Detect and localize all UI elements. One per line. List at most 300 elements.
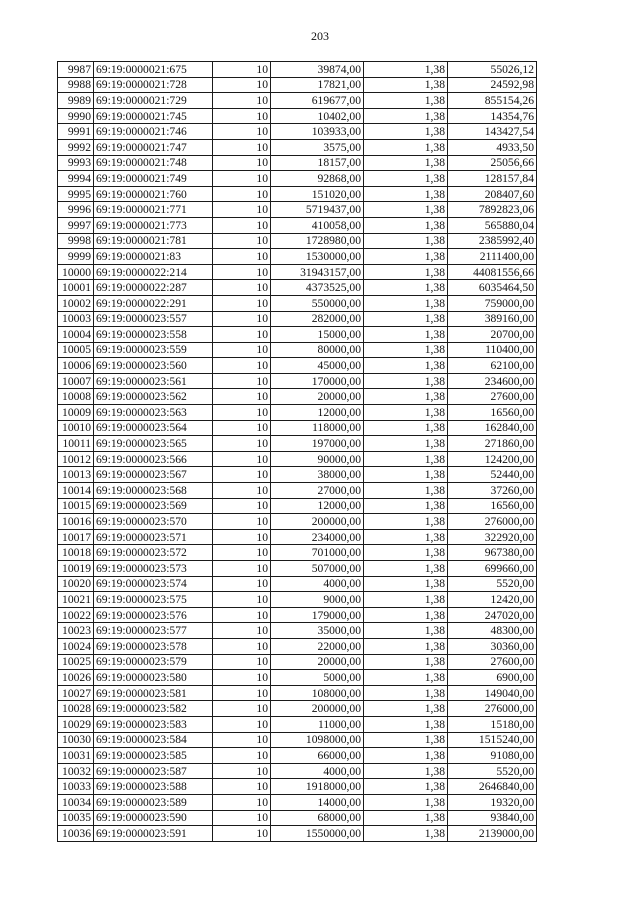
table-row (58, 202, 537, 218)
rate-value: 1,38 (364, 249, 448, 265)
row-number: 9996 (58, 202, 94, 218)
cadastral-number: 69:19:0000023:569 (94, 498, 213, 514)
row-number: 10011 (58, 436, 94, 452)
rate-value: 1,38 (364, 155, 448, 171)
rate-value: 1,38 (364, 810, 448, 826)
row-number: 10018 (58, 545, 94, 561)
segment-code: 10 (213, 483, 271, 499)
table-row (58, 171, 537, 187)
segment-code: 10 (213, 280, 271, 296)
segment-code: 10 (213, 592, 271, 608)
area-value: 17821,00 (271, 77, 364, 93)
table-row (58, 763, 537, 779)
row-number: 10021 (58, 592, 94, 608)
table-row (58, 467, 537, 483)
cadastral-value-table (57, 61, 537, 842)
row-number: 10000 (58, 264, 94, 280)
area-value: 4000,00 (271, 576, 364, 592)
total-value: 110400,00 (448, 342, 537, 358)
rate-value: 1,38 (364, 779, 448, 795)
cadastral-number: 69:19:0000023:559 (94, 342, 213, 358)
area-value: 550000,00 (271, 295, 364, 311)
row-number: 9987 (58, 62, 94, 78)
segment-code: 10 (213, 498, 271, 514)
segment-code: 10 (213, 311, 271, 327)
segment-code: 10 (213, 62, 271, 78)
row-number: 10010 (58, 420, 94, 436)
row-number: 10030 (58, 732, 94, 748)
total-value: 7892823,06 (448, 202, 537, 218)
rate-value: 1,38 (364, 607, 448, 623)
total-value: 276000,00 (448, 514, 537, 530)
cadastral-number: 69:19:0000023:582 (94, 701, 213, 717)
row-number: 10007 (58, 373, 94, 389)
total-value: 234600,00 (448, 373, 537, 389)
segment-code: 10 (213, 779, 271, 795)
rate-value: 1,38 (364, 62, 448, 78)
row-number: 10004 (58, 327, 94, 343)
row-number: 10002 (58, 295, 94, 311)
rate-value: 1,38 (364, 420, 448, 436)
table-row (58, 748, 537, 764)
rate-value: 1,38 (364, 623, 448, 639)
table-row (58, 311, 537, 327)
segment-code: 10 (213, 93, 271, 109)
table-row (58, 124, 537, 140)
rate-value: 1,38 (364, 638, 448, 654)
segment-code: 10 (213, 701, 271, 717)
total-value: 37260,00 (448, 483, 537, 499)
rate-value: 1,38 (364, 451, 448, 467)
rate-value: 1,38 (364, 716, 448, 732)
rate-value: 1,38 (364, 358, 448, 374)
table-row (58, 638, 537, 654)
cadastral-number: 69:19:0000021:760 (94, 186, 213, 202)
cadastral-number: 69:19:0000021:781 (94, 233, 213, 249)
cadastral-number: 69:19:0000023:573 (94, 561, 213, 577)
segment-code: 10 (213, 748, 271, 764)
cadastral-number: 69:19:0000023:564 (94, 420, 213, 436)
rate-value: 1,38 (364, 202, 448, 218)
table-row (58, 701, 537, 717)
row-number: 10008 (58, 389, 94, 405)
cadastral-number: 69:19:0000021:747 (94, 139, 213, 155)
cadastral-number: 69:19:0000022:287 (94, 280, 213, 296)
segment-code: 10 (213, 373, 271, 389)
rate-value: 1,38 (364, 545, 448, 561)
area-value: 12000,00 (271, 405, 364, 421)
total-value: 6035464,50 (448, 280, 537, 296)
row-number: 10025 (58, 654, 94, 670)
area-value: 5719437,00 (271, 202, 364, 218)
row-number: 9991 (58, 124, 94, 140)
segment-code: 10 (213, 327, 271, 343)
segment-code: 10 (213, 264, 271, 280)
segment-code: 10 (213, 638, 271, 654)
row-number: 9994 (58, 171, 94, 187)
rate-value: 1,38 (364, 280, 448, 296)
table-row (58, 623, 537, 639)
row-number: 10023 (58, 623, 94, 639)
row-number: 10012 (58, 451, 94, 467)
rate-value: 1,38 (364, 576, 448, 592)
segment-code: 10 (213, 685, 271, 701)
area-value: 18157,00 (271, 155, 364, 171)
table-row (58, 451, 537, 467)
table-row (58, 436, 537, 452)
area-value: 200000,00 (271, 514, 364, 530)
cadastral-number: 69:19:0000023:588 (94, 779, 213, 795)
table-row (58, 592, 537, 608)
cadastral-number: 69:19:0000023:581 (94, 685, 213, 701)
area-value: 619677,00 (271, 93, 364, 109)
row-number: 9989 (58, 93, 94, 109)
row-number: 10006 (58, 358, 94, 374)
rate-value: 1,38 (364, 171, 448, 187)
total-value: 14354,76 (448, 108, 537, 124)
total-value: 2646840,00 (448, 779, 537, 795)
table-row (58, 327, 537, 343)
total-value: 48300,00 (448, 623, 537, 639)
rate-value: 1,38 (364, 826, 448, 842)
table-row (58, 249, 537, 265)
table-row (58, 139, 537, 155)
row-number: 10035 (58, 810, 94, 826)
area-value: 507000,00 (271, 561, 364, 577)
segment-code: 10 (213, 623, 271, 639)
segment-code: 10 (213, 467, 271, 483)
cadastral-number: 69:19:0000023:558 (94, 327, 213, 343)
area-value: 170000,00 (271, 373, 364, 389)
segment-code: 10 (213, 607, 271, 623)
cadastral-number: 69:19:0000023:570 (94, 514, 213, 530)
rate-value: 1,38 (364, 498, 448, 514)
total-value: 55026,12 (448, 62, 537, 78)
segment-code: 10 (213, 670, 271, 686)
total-value: 2111400,00 (448, 249, 537, 265)
row-number: 10009 (58, 405, 94, 421)
cadastral-number: 69:19:0000023:561 (94, 373, 213, 389)
rate-value: 1,38 (364, 467, 448, 483)
area-value: 20000,00 (271, 389, 364, 405)
rate-value: 1,38 (364, 405, 448, 421)
area-value: 5000,00 (271, 670, 364, 686)
area-value: 39874,00 (271, 62, 364, 78)
segment-code: 10 (213, 108, 271, 124)
table-row (58, 108, 537, 124)
total-value: 44081556,66 (448, 264, 537, 280)
row-number: 10016 (58, 514, 94, 530)
row-number: 9998 (58, 233, 94, 249)
row-number: 10005 (58, 342, 94, 358)
area-value: 14000,00 (271, 794, 364, 810)
table-row (58, 420, 537, 436)
rate-value: 1,38 (364, 389, 448, 405)
area-value: 200000,00 (271, 701, 364, 717)
table-body (58, 62, 537, 842)
segment-code: 10 (213, 420, 271, 436)
rate-value: 1,38 (364, 794, 448, 810)
row-number: 9990 (58, 108, 94, 124)
rate-value: 1,38 (364, 701, 448, 717)
cadastral-number: 69:19:0000023:587 (94, 763, 213, 779)
row-number: 9993 (58, 155, 94, 171)
total-value: 565880,04 (448, 217, 537, 233)
total-value: 27600,00 (448, 389, 537, 405)
row-number: 10024 (58, 638, 94, 654)
total-value: 276000,00 (448, 701, 537, 717)
table-row (58, 607, 537, 623)
area-value: 38000,00 (271, 467, 364, 483)
cadastral-number: 69:19:0000021:771 (94, 202, 213, 218)
total-value: 2139000,00 (448, 826, 537, 842)
segment-code: 10 (213, 763, 271, 779)
rate-value: 1,38 (364, 748, 448, 764)
segment-code: 10 (213, 233, 271, 249)
table-row (58, 358, 537, 374)
row-number: 10036 (58, 826, 94, 842)
cadastral-number: 69:19:0000023:566 (94, 451, 213, 467)
table-row (58, 654, 537, 670)
total-value: 52440,00 (448, 467, 537, 483)
table-row (58, 373, 537, 389)
rate-value: 1,38 (364, 529, 448, 545)
area-value: 4373525,00 (271, 280, 364, 296)
cadastral-number: 69:19:0000021:749 (94, 171, 213, 187)
table-row (58, 576, 537, 592)
table-row (58, 514, 537, 530)
table-row (58, 685, 537, 701)
area-value: 90000,00 (271, 451, 364, 467)
total-value: 16560,00 (448, 405, 537, 421)
total-value: 5520,00 (448, 763, 537, 779)
area-value: 1550000,00 (271, 826, 364, 842)
rate-value: 1,38 (364, 561, 448, 577)
area-value: 234000,00 (271, 529, 364, 545)
area-value: 15000,00 (271, 327, 364, 343)
rate-value: 1,38 (364, 295, 448, 311)
total-value: 1515240,00 (448, 732, 537, 748)
area-value: 118000,00 (271, 420, 364, 436)
total-value: 16560,00 (448, 498, 537, 514)
segment-code: 10 (213, 202, 271, 218)
rate-value: 1,38 (364, 108, 448, 124)
row-number: 10022 (58, 607, 94, 623)
cadastral-number: 69:19:0000021:773 (94, 217, 213, 233)
total-value: 20700,00 (448, 327, 537, 343)
total-value: 389160,00 (448, 311, 537, 327)
segment-code: 10 (213, 217, 271, 233)
rate-value: 1,38 (364, 233, 448, 249)
table-row (58, 389, 537, 405)
area-value: 80000,00 (271, 342, 364, 358)
page-number: 203 (311, 29, 329, 43)
area-value: 701000,00 (271, 545, 364, 561)
segment-code: 10 (213, 124, 271, 140)
rate-value: 1,38 (364, 327, 448, 343)
cadastral-number: 69:19:0000023:562 (94, 389, 213, 405)
total-value: 247020,00 (448, 607, 537, 623)
area-value: 108000,00 (271, 685, 364, 701)
total-value: 62100,00 (448, 358, 537, 374)
row-number: 10034 (58, 794, 94, 810)
row-number: 10013 (58, 467, 94, 483)
rate-value: 1,38 (364, 311, 448, 327)
area-value: 27000,00 (271, 483, 364, 499)
rate-value: 1,38 (364, 592, 448, 608)
table-row (58, 483, 537, 499)
cadastral-number: 69:19:0000023:574 (94, 576, 213, 592)
row-number: 9997 (58, 217, 94, 233)
total-value: 25056,66 (448, 155, 537, 171)
table-row (58, 670, 537, 686)
segment-code: 10 (213, 529, 271, 545)
table-row (58, 93, 537, 109)
area-value: 1098000,00 (271, 732, 364, 748)
cadastral-number: 69:19:0000021:83 (94, 249, 213, 265)
cadastral-number: 69:19:0000023:590 (94, 810, 213, 826)
rate-value: 1,38 (364, 124, 448, 140)
table-row (58, 545, 537, 561)
row-number: 10033 (58, 779, 94, 795)
cadastral-number: 69:19:0000023:577 (94, 623, 213, 639)
table-row (58, 810, 537, 826)
table-row (58, 295, 537, 311)
cadastral-number: 69:19:0000023:575 (94, 592, 213, 608)
total-value: 128157,84 (448, 171, 537, 187)
rate-value: 1,38 (364, 483, 448, 499)
segment-code: 10 (213, 436, 271, 452)
cadastral-number: 69:19:0000021:675 (94, 62, 213, 78)
row-number: 10003 (58, 311, 94, 327)
total-value: 271860,00 (448, 436, 537, 452)
segment-code: 10 (213, 654, 271, 670)
rate-value: 1,38 (364, 342, 448, 358)
area-value: 35000,00 (271, 623, 364, 639)
segment-code: 10 (213, 171, 271, 187)
table-row (58, 155, 537, 171)
total-value: 967380,00 (448, 545, 537, 561)
cadastral-number: 69:19:0000023:589 (94, 794, 213, 810)
area-value: 151020,00 (271, 186, 364, 202)
cadastral-number: 69:19:0000021:728 (94, 77, 213, 93)
rate-value: 1,38 (364, 670, 448, 686)
total-value: 91080,00 (448, 748, 537, 764)
segment-code: 10 (213, 514, 271, 530)
rate-value: 1,38 (364, 217, 448, 233)
cadastral-number: 69:19:0000023:579 (94, 654, 213, 670)
cadastral-number: 69:19:0000023:578 (94, 638, 213, 654)
rate-value: 1,38 (364, 77, 448, 93)
segment-code: 10 (213, 186, 271, 202)
area-value: 197000,00 (271, 436, 364, 452)
total-value: 149040,00 (448, 685, 537, 701)
table-row (58, 342, 537, 358)
row-number: 10032 (58, 763, 94, 779)
area-value: 20000,00 (271, 654, 364, 670)
table-row (58, 561, 537, 577)
area-value: 10402,00 (271, 108, 364, 124)
total-value: 759000,00 (448, 295, 537, 311)
total-value: 19320,00 (448, 794, 537, 810)
row-number: 10028 (58, 701, 94, 717)
table-row (58, 779, 537, 795)
segment-code: 10 (213, 77, 271, 93)
table-row (58, 62, 537, 78)
segment-code: 10 (213, 826, 271, 842)
rate-value: 1,38 (364, 514, 448, 530)
cadastral-number: 69:19:0000023:563 (94, 405, 213, 421)
total-value: 6900,00 (448, 670, 537, 686)
cadastral-number: 69:19:0000023:571 (94, 529, 213, 545)
cadastral-number: 69:19:0000023:565 (94, 436, 213, 452)
area-value: 11000,00 (271, 716, 364, 732)
total-value: 208407,60 (448, 186, 537, 202)
segment-code: 10 (213, 732, 271, 748)
segment-code: 10 (213, 576, 271, 592)
area-value: 4000,00 (271, 763, 364, 779)
rate-value: 1,38 (364, 373, 448, 389)
segment-code: 10 (213, 342, 271, 358)
area-value: 31943157,00 (271, 264, 364, 280)
table-row (58, 498, 537, 514)
cadastral-number: 69:19:0000023:591 (94, 826, 213, 842)
row-number: 10015 (58, 498, 94, 514)
table-row (58, 405, 537, 421)
table-row (58, 186, 537, 202)
table-row (58, 264, 537, 280)
area-value: 12000,00 (271, 498, 364, 514)
total-value: 124200,00 (448, 451, 537, 467)
row-number: 9992 (58, 139, 94, 155)
cadastral-number: 69:19:0000023:560 (94, 358, 213, 374)
total-value: 30360,00 (448, 638, 537, 654)
rate-value: 1,38 (364, 93, 448, 109)
table-row (58, 716, 537, 732)
row-number: 9999 (58, 249, 94, 265)
total-value: 322920,00 (448, 529, 537, 545)
total-value: 162840,00 (448, 420, 537, 436)
total-value: 2385992,40 (448, 233, 537, 249)
total-value: 143427,54 (448, 124, 537, 140)
segment-code: 10 (213, 358, 271, 374)
area-value: 179000,00 (271, 607, 364, 623)
total-value: 27600,00 (448, 654, 537, 670)
total-value: 93840,00 (448, 810, 537, 826)
cadastral-number: 69:19:0000023:567 (94, 467, 213, 483)
row-number: 10019 (58, 561, 94, 577)
total-value: 699660,00 (448, 561, 537, 577)
table-row (58, 794, 537, 810)
cadastral-number: 69:19:0000023:580 (94, 670, 213, 686)
cadastral-number: 69:19:0000023:572 (94, 545, 213, 561)
cadastral-number: 69:19:0000022:291 (94, 295, 213, 311)
segment-code: 10 (213, 794, 271, 810)
cadastral-number: 69:19:0000023:557 (94, 311, 213, 327)
area-value: 3575,00 (271, 139, 364, 155)
cadastral-number: 69:19:0000021:748 (94, 155, 213, 171)
rate-value: 1,38 (364, 436, 448, 452)
row-number: 10020 (58, 576, 94, 592)
cadastral-number: 69:19:0000021:729 (94, 93, 213, 109)
table-row (58, 217, 537, 233)
total-value: 24592,98 (448, 77, 537, 93)
table-row (58, 280, 537, 296)
area-value: 282000,00 (271, 311, 364, 327)
rate-value: 1,38 (364, 139, 448, 155)
segment-code: 10 (213, 561, 271, 577)
total-value: 5520,00 (448, 576, 537, 592)
